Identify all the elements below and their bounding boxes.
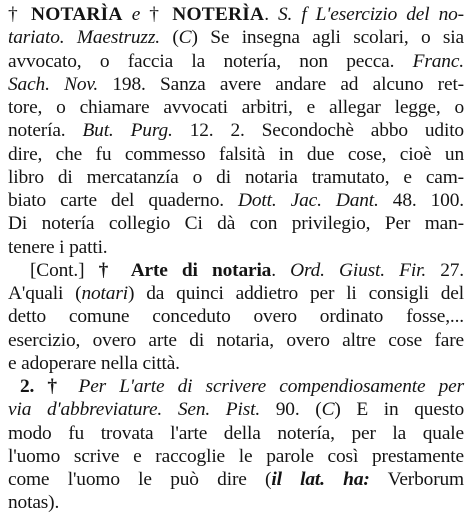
- text-run: † Arte di notaria: [98, 259, 272, 281]
- entry-line-18: [8, 398, 464, 421]
- text-run: Franc.: [412, 50, 464, 72]
- text-run: avvocato, o faccia la notería, non pecca.: [8, 50, 413, 72]
- text-run: †: [149, 4, 173, 25]
- text-run: Verborum: [369, 469, 464, 490]
- entry-line-12: [8, 259, 464, 282]
- entry-line-9: [8, 189, 464, 212]
- text-run: 2. †: [20, 376, 79, 397]
- text-run: But. Purg.: [82, 120, 173, 142]
- entry-line-7: [8, 143, 464, 166]
- text-run: biato carte del quaderno.: [8, 190, 239, 211]
- text-run: tore, o chiamare avvocati arbitri, e allegar legge, o: [8, 97, 464, 118]
- text-run: S. f L'esercizio del no-: [278, 4, 464, 25]
- entry-line-22: [8, 491, 464, 514]
- text-run: 48. 100.: [378, 190, 464, 211]
- text-run: esercizio, overo arte di notaria, overo altre cose fare: [8, 329, 464, 351]
- entry-line-16: [8, 352, 464, 375]
- text-run: ) E in questo: [334, 399, 464, 421]
- entry-line-21: [8, 468, 464, 491]
- entry-line-13: [8, 282, 464, 305]
- text-run: Per L'arte di scrivere compendiosamente per: [78, 376, 464, 397]
- text-run: C: [321, 399, 335, 421]
- text-run: notería.: [8, 120, 83, 142]
- text-run: come l'uomo le può dire (: [8, 469, 272, 490]
- text-run: notari: [81, 283, 128, 304]
- text-run: Dott. Jac. Dant.: [238, 190, 379, 211]
- entry-line-5: [8, 96, 464, 119]
- text-run: e adoperare nella città.: [8, 352, 180, 374]
- text-run: Di notería collegio Ci dà con privilegio, Per man-: [8, 213, 464, 235]
- text-run: NOTERÌA: [172, 4, 265, 25]
- entry-line-15: [8, 329, 464, 352]
- entry-line-3: [8, 50, 464, 73]
- text-run: il lat. ha:: [271, 469, 370, 490]
- entry-line-2: [8, 26, 464, 49]
- text-run: 90. (: [260, 399, 322, 421]
- text-run: ) Se insegna agli scolari, o sia: [191, 27, 464, 49]
- text-run: e: [122, 4, 150, 25]
- text-run: Ord. Giust. Fir.: [290, 259, 427, 281]
- text-run: A'quali (: [8, 283, 82, 304]
- text-run: C: [178, 27, 192, 49]
- entry-line-20: [8, 445, 464, 468]
- text-run: .: [264, 4, 278, 25]
- text-run: tariato. Maestruzz.: [8, 27, 160, 49]
- text-run: (: [159, 27, 179, 49]
- dictionary-entry: [8, 3, 464, 515]
- text-run: dire, che fu commesso falsità in due cose, cioè un: [8, 143, 464, 165]
- text-run: notas).: [8, 492, 60, 514]
- entry-line-8: [8, 166, 464, 189]
- entry-line-17: [8, 375, 464, 398]
- entry-line-4: [8, 73, 464, 96]
- text-run: tenere i patti.: [8, 236, 108, 258]
- text-run: 12. 2. Secondochè abbo udito: [172, 120, 464, 142]
- text-run: libro di mercatanzía o di notaria tramutato, e cam-: [8, 166, 464, 188]
- text-run: modo fu trovata l'arte della notería, per la quale: [8, 422, 464, 444]
- text-run: Sach. Nov.: [8, 73, 99, 95]
- text-run: †: [8, 4, 32, 25]
- entry-line-6: [8, 119, 464, 142]
- entry-line-1: [8, 3, 464, 26]
- text-run: l'uomo scrive e raccoglie le parole così prestamente: [8, 445, 464, 467]
- text-run: detto comune conceduto overo ordinato fosse,...: [8, 306, 464, 328]
- text-run: 27.: [426, 259, 464, 281]
- text-run: .: [271, 259, 291, 281]
- text-run: 198. Sanza avere andare ad alcuno ret-: [98, 73, 464, 95]
- text-run: via d'abbreviature. Sen. Pist.: [8, 399, 261, 421]
- text-run: ) da quinci addietro per li consigli del: [127, 283, 464, 304]
- entry-line-11: [8, 236, 464, 259]
- text-run: NOTARÌA: [31, 4, 123, 25]
- entry-line-10: [8, 212, 464, 235]
- entry-line-14: [8, 305, 464, 328]
- text-run: [Cont.]: [30, 259, 99, 281]
- entry-line-19: [8, 422, 464, 445]
